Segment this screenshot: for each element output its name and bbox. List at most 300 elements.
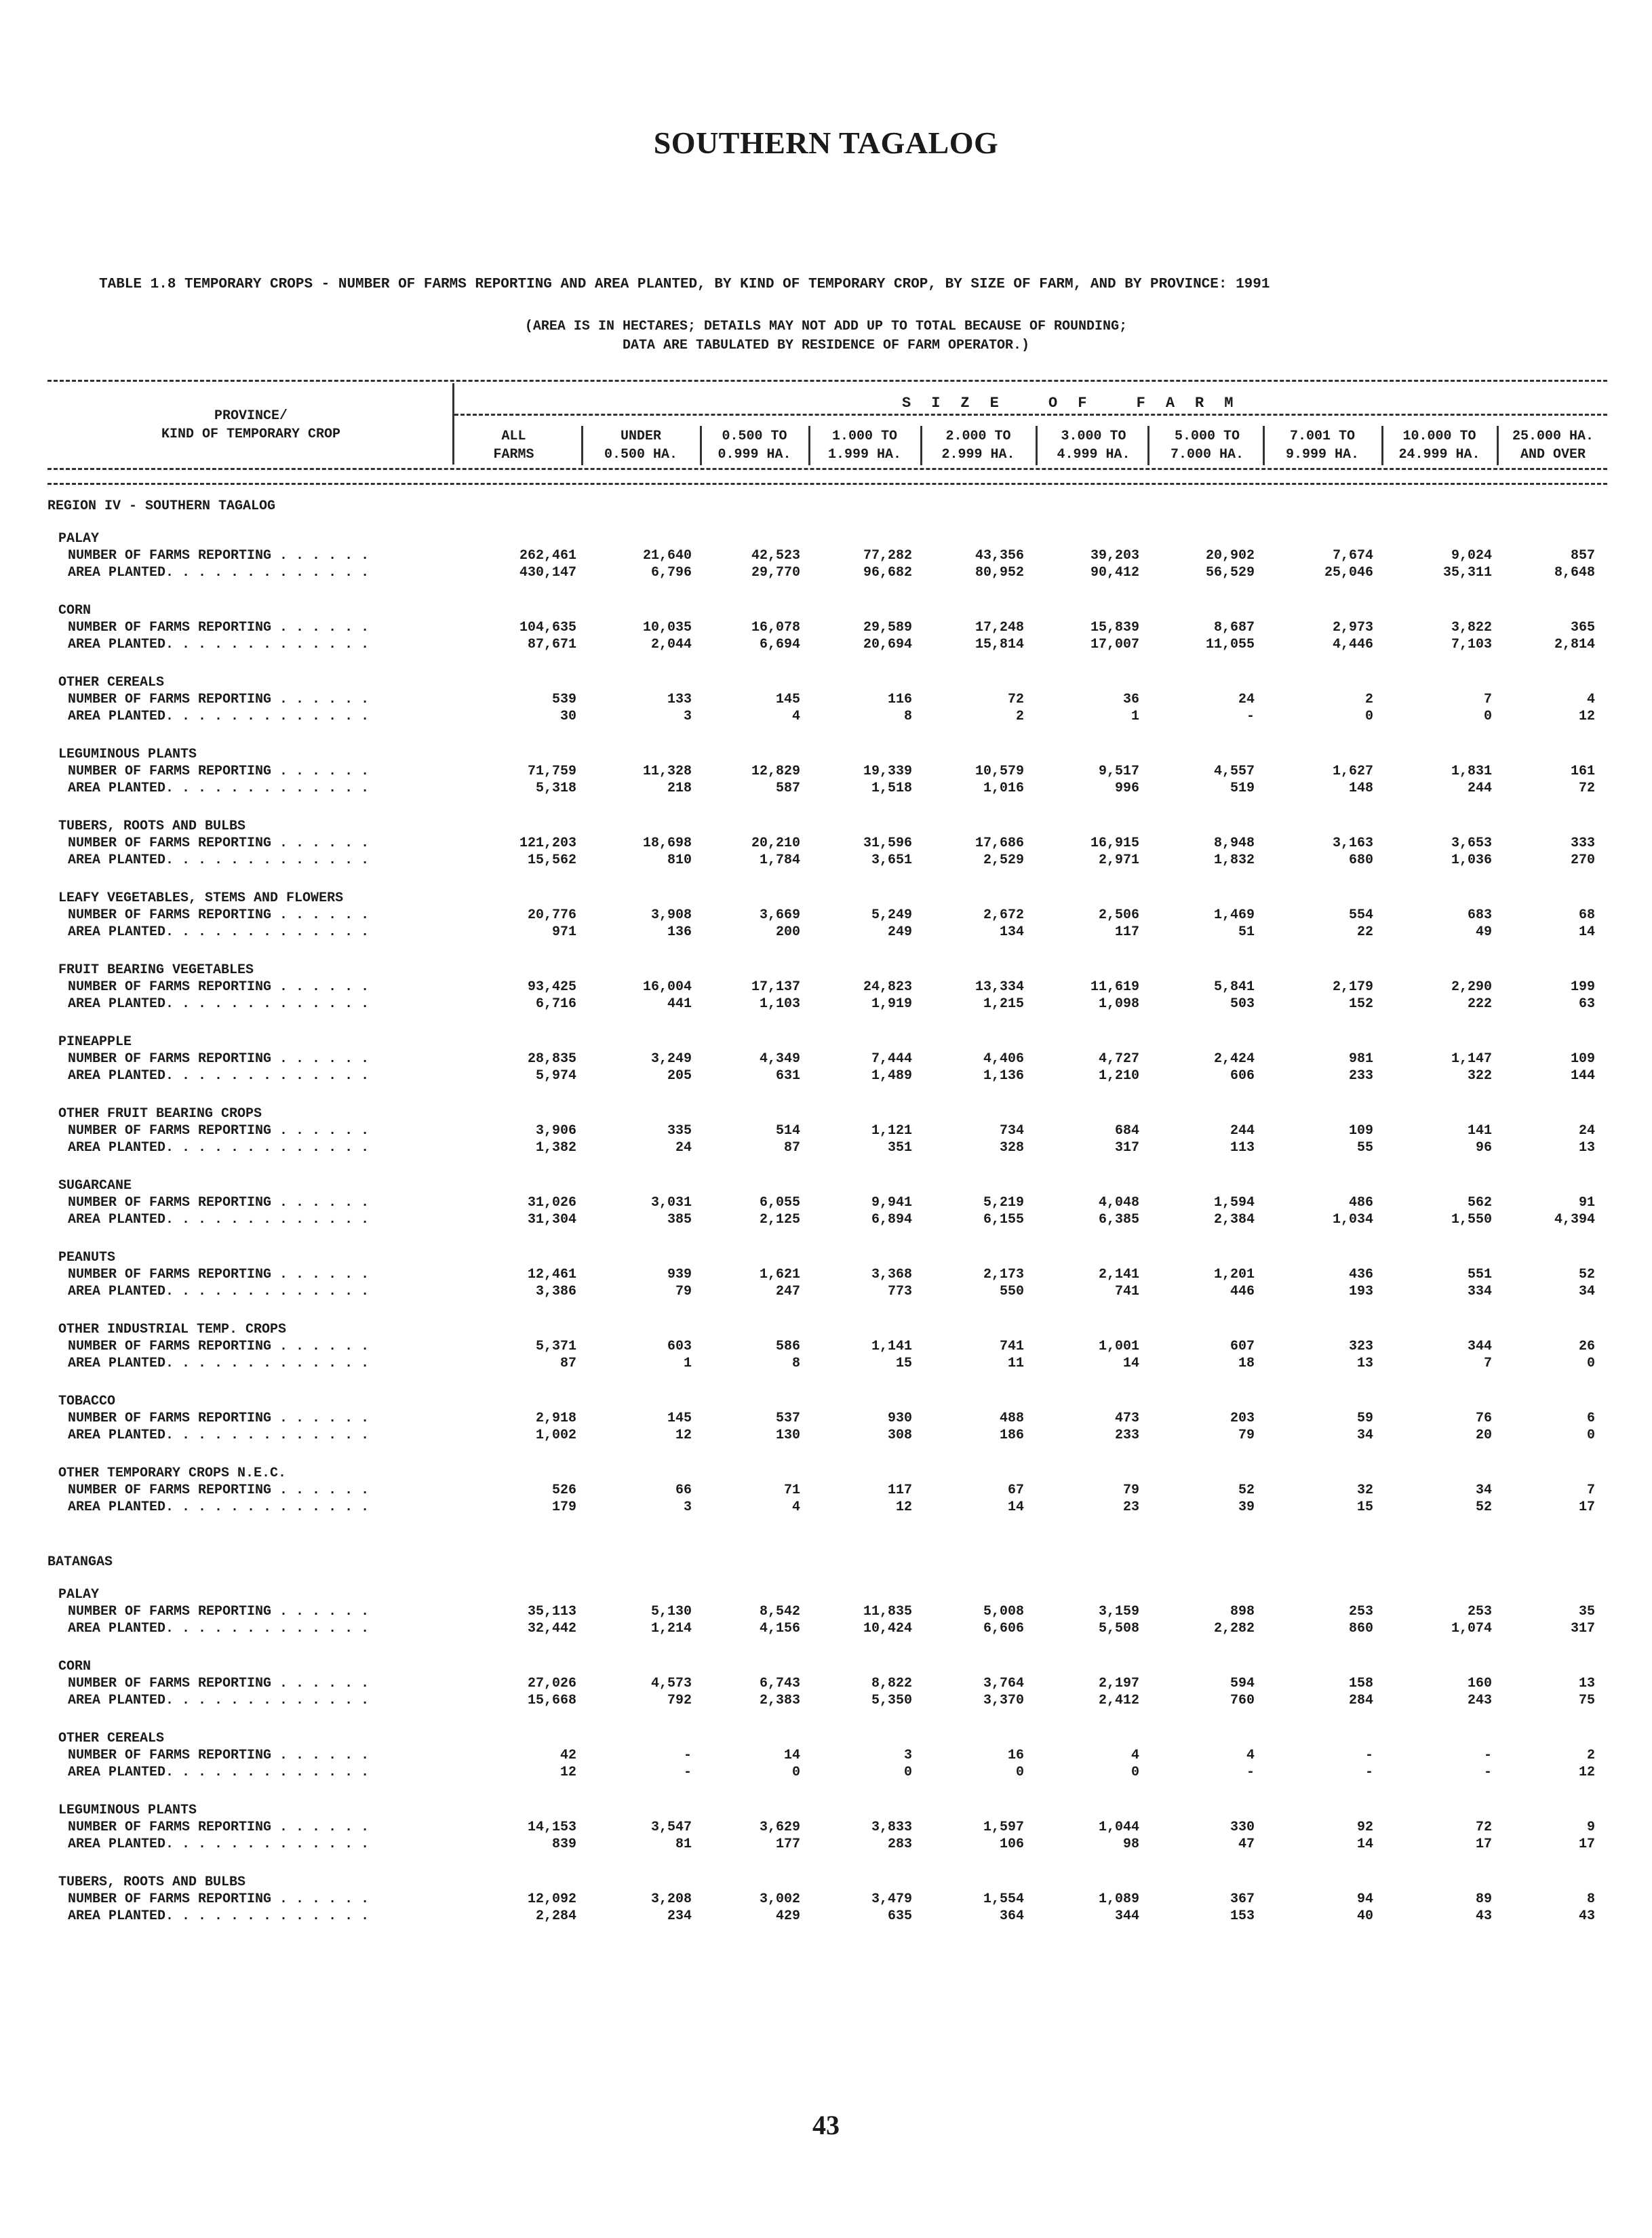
cell-value: 9,517	[1098, 764, 1139, 779]
table-note-2: DATA ARE TABULATED BY RESIDENCE OF FARM OPERATOR.)	[622, 338, 1030, 353]
row-label: AREA PLANTED. . . . . . . . . . . . .	[68, 1284, 370, 1299]
cell-value: 205	[667, 1068, 692, 1084]
cell-value: 26	[1578, 1339, 1595, 1354]
column-header-line2: 1.999 HA.	[827, 447, 902, 463]
cell-value: 11	[1007, 1356, 1024, 1371]
cell-value: 27,026	[527, 1676, 576, 1691]
cell-value: 243	[1467, 1693, 1492, 1708]
row-label: AREA PLANTED. . . . . . . . . . . . .	[68, 852, 370, 868]
cell-value: 603	[667, 1339, 692, 1354]
cell-value: 4	[1586, 692, 1595, 707]
cell-value: 631	[775, 1068, 800, 1084]
cell-value: 1,489	[871, 1068, 912, 1084]
cell-value: 5,219	[983, 1195, 1024, 1211]
table-row	[0, 1123, 1652, 1142]
table-row	[0, 637, 1652, 656]
cell-value: 18,698	[642, 836, 692, 851]
region-heading: REGION IV - SOUTHERN TAGALOG	[47, 498, 276, 514]
cell-value: 1,621	[759, 1267, 800, 1282]
table-row	[0, 1676, 1652, 1695]
cell-value: 244	[1467, 781, 1492, 796]
cell-value: 2,284	[535, 1908, 576, 1924]
cell-value: 1	[1130, 709, 1139, 724]
crop-group-heading: TOBACCO	[58, 1394, 116, 1409]
cell-value: 24	[1238, 692, 1255, 707]
cell-value: 4,048	[1098, 1195, 1139, 1211]
cell-value: -	[683, 1748, 692, 1763]
cell-value: 113	[1230, 1140, 1255, 1156]
cell-value: 14	[783, 1748, 800, 1763]
column-separator	[808, 426, 810, 465]
table-row	[0, 620, 1652, 639]
row-label: NUMBER OF FARMS REPORTING . . . . . .	[68, 1123, 370, 1139]
table-row	[0, 1051, 1652, 1070]
cell-value: 17,007	[1090, 637, 1139, 652]
cell-value: 145	[775, 692, 800, 707]
cell-value: 3,653	[1451, 836, 1492, 851]
column-header	[922, 427, 1034, 464]
cell-value: 1,518	[871, 781, 912, 796]
cell-value: 0	[903, 1765, 912, 1780]
row-label: NUMBER OF FARMS REPORTING . . . . . .	[68, 1195, 370, 1211]
crop-group-heading: TUBERS, ROOTS AND BULBS	[58, 819, 246, 834]
cell-value: 144	[1570, 1068, 1595, 1084]
cell-value: 317	[1570, 1621, 1595, 1636]
cell-value: 3,669	[759, 907, 800, 923]
table-row	[0, 1267, 1652, 1286]
cell-value: 79	[1122, 1483, 1139, 1498]
cell-value: 3,822	[1451, 620, 1492, 635]
column-header-line2: 7.000 HA.	[1170, 447, 1244, 463]
column-separator	[920, 426, 922, 465]
cell-value: 537	[775, 1411, 800, 1426]
cell-value: 15	[1356, 1499, 1373, 1515]
cell-value: 4	[791, 1499, 800, 1515]
cell-value: 270	[1570, 852, 1595, 868]
cell-value: 333	[1570, 836, 1595, 851]
stub-header-line1: PROVINCE/	[214, 408, 288, 424]
row-label: AREA PLANTED. . . . . . . . . . . . .	[68, 637, 370, 652]
cell-value: 2,918	[535, 1411, 576, 1426]
cell-value: 10,035	[642, 620, 692, 635]
cell-value: -	[683, 1765, 692, 1780]
cell-value: 473	[1114, 1411, 1139, 1426]
cell-value: 42,523	[751, 548, 800, 564]
crop-group-heading: OTHER CEREALS	[58, 1731, 165, 1746]
cell-value: 1,034	[1332, 1212, 1373, 1228]
cell-value: 7	[1483, 1356, 1492, 1371]
column-header-line2: 0.999 HA.	[717, 447, 791, 463]
table-row	[0, 907, 1652, 926]
cell-value: 104,635	[519, 620, 576, 635]
cell-value: 233	[1114, 1428, 1139, 1443]
page-number: 43	[812, 2110, 840, 2140]
cell-value: 8,542	[759, 1604, 800, 1619]
cell-value: 2,179	[1332, 979, 1373, 995]
stub-header	[47, 407, 454, 444]
cell-value: 323	[1348, 1339, 1373, 1354]
table-row	[0, 1212, 1652, 1231]
cell-value: 24	[1578, 1123, 1595, 1139]
cell-value: 594	[1230, 1676, 1255, 1691]
cell-value: 317	[1114, 1140, 1139, 1156]
row-label: NUMBER OF FARMS REPORTING . . . . . .	[68, 836, 370, 851]
cell-value: 3,906	[535, 1123, 576, 1139]
table-row	[0, 1068, 1652, 1087]
cell-value: 741	[999, 1339, 1024, 1354]
cell-value: 4	[1246, 1748, 1255, 1763]
row-label: NUMBER OF FARMS REPORTING . . . . . .	[68, 979, 370, 995]
row-label: AREA PLANTED. . . . . . . . . . . . .	[68, 1693, 370, 1708]
cell-value: 857	[1570, 548, 1595, 564]
cell-value: 1,554	[983, 1891, 1024, 1907]
cell-value: 4,573	[650, 1676, 692, 1691]
cell-value: 2,814	[1554, 637, 1595, 652]
cell-value: 1,597	[983, 1820, 1024, 1835]
table-row	[0, 1339, 1652, 1358]
table-row	[0, 852, 1652, 871]
cell-value: 66	[675, 1483, 692, 1498]
cell-value: -	[1483, 1765, 1492, 1780]
table-row	[0, 996, 1652, 1015]
cell-value: 0	[1483, 709, 1492, 724]
cell-value: 117	[1114, 924, 1139, 940]
cell-value: 3,833	[871, 1820, 912, 1835]
cell-value: 4,727	[1098, 1051, 1139, 1067]
row-label: NUMBER OF FARMS REPORTING . . . . . .	[68, 1604, 370, 1619]
cell-value: 3,629	[759, 1820, 800, 1835]
cell-value: 15	[895, 1356, 912, 1371]
cell-value: 35	[1578, 1604, 1595, 1619]
cell-value: 186	[999, 1428, 1024, 1443]
column-header-line1: 10.000 TO	[1402, 429, 1476, 444]
cell-value: 72	[1475, 1820, 1492, 1835]
cell-value: 1,832	[1213, 852, 1255, 868]
cell-value: 0	[791, 1765, 800, 1780]
crop-group-heading: CORN	[58, 1659, 92, 1674]
cell-value: 367	[1230, 1891, 1255, 1907]
cell-value: 87	[559, 1356, 576, 1371]
cell-value: 2,973	[1332, 620, 1373, 635]
cell-value: 7	[1586, 1483, 1595, 1498]
cell-value: 0	[1586, 1428, 1595, 1443]
row-label: AREA PLANTED. . . . . . . . . . . . .	[68, 781, 370, 796]
cell-value: 8,648	[1554, 565, 1595, 581]
cell-value: 1,136	[983, 1068, 1024, 1084]
cell-value: 4,406	[983, 1051, 1024, 1067]
cell-value: 2,383	[759, 1693, 800, 1708]
cell-value: 4,349	[759, 1051, 800, 1067]
cell-value: 335	[667, 1123, 692, 1139]
cell-value: 6,716	[535, 996, 576, 1012]
cell-value: 3	[683, 1499, 692, 1515]
cell-value: 23	[1122, 1499, 1139, 1515]
cell-value: 121,203	[519, 836, 576, 851]
cell-value: 334	[1467, 1284, 1492, 1299]
cell-value: 606	[1230, 1068, 1255, 1084]
cell-value: 3,368	[871, 1267, 912, 1282]
cell-value: 514	[775, 1123, 800, 1139]
cell-value: 20	[1475, 1428, 1492, 1443]
cell-value: 77,282	[863, 548, 912, 564]
cell-value: 773	[887, 1284, 912, 1299]
cell-value: 0	[1586, 1356, 1595, 1371]
row-label: NUMBER OF FARMS REPORTING . . . . . .	[68, 1820, 370, 1835]
cell-value: 25,046	[1324, 565, 1373, 581]
cell-value: 330	[1230, 1820, 1255, 1835]
row-label: AREA PLANTED. . . . . . . . . . . . .	[68, 1765, 370, 1780]
cell-value: 11,055	[1205, 637, 1255, 652]
cell-value: 71,759	[527, 764, 576, 779]
row-label: AREA PLANTED. . . . . . . . . . . . .	[68, 709, 370, 724]
cell-value: 21,640	[642, 548, 692, 564]
page-title: SOUTHERN TAGALOG	[653, 125, 999, 160]
cell-value: 15,668	[527, 1693, 576, 1708]
row-label: AREA PLANTED. . . . . . . . . . . . .	[68, 1499, 370, 1515]
table-row	[0, 1195, 1652, 1214]
column-header	[583, 427, 699, 464]
cell-value: 9,941	[871, 1195, 912, 1211]
cell-value: 20,776	[527, 907, 576, 923]
cell-value: 1,382	[535, 1140, 576, 1156]
cell-value: 76	[1475, 1411, 1492, 1426]
cell-value: 1,147	[1451, 1051, 1492, 1067]
cell-value: 8,948	[1213, 836, 1255, 851]
column-header	[1265, 427, 1380, 464]
cell-value: 3,031	[650, 1195, 692, 1211]
cell-value: 539	[551, 692, 576, 707]
table-row	[0, 764, 1652, 783]
cell-value: 526	[551, 1483, 576, 1498]
cell-value: 684	[1114, 1123, 1139, 1139]
cell-value: 94	[1356, 1891, 1373, 1907]
table-row	[0, 565, 1652, 584]
cell-value: 4,557	[1213, 764, 1255, 779]
cell-value: 12	[1578, 1765, 1595, 1780]
cell-value: 36	[1122, 692, 1139, 707]
cell-value: 109	[1570, 1051, 1595, 1067]
column-separator	[1381, 426, 1383, 465]
cell-value: 8	[791, 1356, 800, 1371]
row-label: NUMBER OF FARMS REPORTING . . . . . .	[68, 1267, 370, 1282]
cell-value: 683	[1467, 907, 1492, 923]
column-separator	[1147, 426, 1149, 465]
cell-value: 32	[1356, 1483, 1373, 1498]
cell-value: 3,163	[1332, 836, 1373, 851]
header-top-rule	[47, 380, 1607, 382]
row-label: NUMBER OF FARMS REPORTING . . . . . .	[68, 764, 370, 779]
cell-value: 43	[1578, 1908, 1595, 1924]
cell-value: 130	[775, 1428, 800, 1443]
cell-value: 39,203	[1090, 548, 1139, 564]
cell-value: 89	[1475, 1891, 1492, 1907]
column-header	[1499, 427, 1607, 464]
cell-value: 55	[1356, 1140, 1373, 1156]
column-separator	[700, 426, 702, 465]
row-label: NUMBER OF FARMS REPORTING . . . . . .	[68, 1748, 370, 1763]
row-label: NUMBER OF FARMS REPORTING . . . . . .	[68, 907, 370, 923]
cell-value: 6,055	[759, 1195, 800, 1211]
row-label: NUMBER OF FARMS REPORTING . . . . . .	[68, 548, 370, 564]
table-row	[0, 1820, 1652, 1839]
cell-value: 1,201	[1213, 1267, 1255, 1282]
cell-value: 607	[1230, 1339, 1255, 1354]
cell-value: 446	[1230, 1284, 1255, 1299]
cell-value: 22	[1356, 924, 1373, 940]
cell-value: 8	[1586, 1891, 1595, 1907]
cell-value: 1,002	[535, 1428, 576, 1443]
cell-value: 3,547	[650, 1820, 692, 1835]
cell-value: 8,687	[1213, 620, 1255, 635]
cell-value: 253	[1467, 1604, 1492, 1619]
cell-value: 3,208	[650, 1891, 692, 1907]
cell-value: 2,384	[1213, 1212, 1255, 1228]
cell-value: 2,125	[759, 1212, 800, 1228]
cell-value: 20,694	[863, 637, 912, 652]
cell-value: 30	[559, 709, 576, 724]
column-separator	[1263, 426, 1265, 465]
column-header	[454, 427, 573, 464]
cell-value: 6,743	[759, 1676, 800, 1691]
crop-group-heading: LEAFY VEGETABLES, STEMS AND FLOWERS	[58, 890, 344, 906]
row-label: AREA PLANTED. . . . . . . . . . . . .	[68, 1068, 370, 1084]
row-label: AREA PLANTED. . . . . . . . . . . . .	[68, 996, 370, 1012]
cell-value: -	[1364, 1765, 1373, 1780]
cell-value: 43	[1475, 1908, 1492, 1924]
cell-value: 17	[1475, 1837, 1492, 1852]
cell-value: 971	[551, 924, 576, 940]
cell-value: 364	[999, 1908, 1024, 1924]
cell-value: 35,311	[1442, 565, 1492, 581]
cell-value: 47	[1238, 1837, 1255, 1852]
cell-value: 68	[1578, 907, 1595, 923]
cell-value: 11,328	[642, 764, 692, 779]
cell-value: 116	[887, 692, 912, 707]
cell-value: 4,446	[1332, 637, 1373, 652]
cell-value: 4,394	[1554, 1212, 1595, 1228]
cell-value: 199	[1570, 979, 1595, 995]
crop-group-heading: OTHER INDUSTRIAL TEMP. CROPS	[58, 1322, 287, 1337]
cell-value: 15,814	[975, 637, 1024, 652]
cell-value: 34	[1475, 1483, 1492, 1498]
cell-value: 6,694	[759, 637, 800, 652]
cell-value: 981	[1348, 1051, 1373, 1067]
cell-value: 436	[1348, 1267, 1373, 1282]
cell-value: 3	[903, 1748, 912, 1763]
column-header-line1: 0.500 TO	[722, 429, 787, 444]
cell-value: 5,130	[650, 1604, 692, 1619]
table-caption: TABLE 1.8 TEMPORARY CROPS - NUMBER OF FARMS REPORTING AND AREA PLANTED, BY KIND OF TEMPORARY CROP, BY SIZE OF FARM, AND BY PROVINCE: 1991	[99, 277, 1270, 292]
cell-value: 52	[1578, 1267, 1595, 1282]
column-header	[1149, 427, 1265, 464]
row-label: NUMBER OF FARMS REPORTING . . . . . .	[68, 1483, 370, 1498]
column-separator	[1036, 426, 1038, 465]
cell-value: 24	[675, 1140, 692, 1156]
cell-value: 486	[1348, 1195, 1373, 1211]
cell-value: 2,282	[1213, 1621, 1255, 1636]
cell-value: 3,651	[871, 852, 912, 868]
row-label: AREA PLANTED. . . . . . . . . . . . .	[68, 1140, 370, 1156]
cell-value: 17,248	[975, 620, 1024, 635]
row-label: AREA PLANTED. . . . . . . . . . . . .	[68, 1212, 370, 1228]
cell-value: 262,461	[519, 548, 576, 564]
cell-value: 519	[1230, 781, 1255, 796]
stub-header-line2: KIND OF TEMPORARY CROP	[161, 427, 341, 442]
table-row	[0, 1621, 1652, 1640]
cell-value: 283	[887, 1837, 912, 1852]
cell-value: 15,562	[527, 852, 576, 868]
cell-value: 860	[1348, 1621, 1373, 1636]
cell-value: 49	[1475, 924, 1492, 940]
cell-value: 680	[1348, 852, 1373, 868]
cell-value: 2,290	[1451, 979, 1492, 995]
cell-value: 34	[1578, 1284, 1595, 1299]
cell-value: 2	[1015, 709, 1024, 724]
cell-value: 29,770	[751, 565, 800, 581]
cell-value: 2,672	[983, 907, 1024, 923]
cell-value: -	[1246, 709, 1255, 724]
cell-value: 1,215	[983, 996, 1024, 1012]
row-label: AREA PLANTED. . . . . . . . . . . . .	[68, 1621, 370, 1636]
cell-value: 10,424	[863, 1621, 912, 1636]
column-separator	[452, 383, 454, 465]
cell-value: 17	[1578, 1499, 1595, 1515]
cell-value: 145	[667, 1411, 692, 1426]
cell-value: 31,304	[527, 1212, 576, 1228]
cell-value: 14	[1356, 1837, 1373, 1852]
cell-value: 3,002	[759, 1891, 800, 1907]
cell-value: 16,915	[1090, 836, 1139, 851]
crop-group-heading: OTHER CEREALS	[58, 675, 165, 690]
cell-value: 5,008	[983, 1604, 1024, 1619]
cell-value: 98	[1122, 1837, 1139, 1852]
column-header	[1038, 427, 1149, 464]
cell-value: 1,044	[1098, 1820, 1139, 1835]
column-header-line1: UNDER	[620, 429, 661, 444]
cell-value: 134	[999, 924, 1024, 940]
cell-value: 996	[1114, 781, 1139, 796]
cell-value: 79	[675, 1284, 692, 1299]
cell-value: 3,159	[1098, 1604, 1139, 1619]
row-label: NUMBER OF FARMS REPORTING . . . . . .	[68, 620, 370, 635]
cell-value: 12,829	[751, 764, 800, 779]
cell-value: 177	[775, 1837, 800, 1852]
cell-value: 34	[1356, 1428, 1373, 1443]
column-header-line1: ALL	[501, 429, 526, 444]
cell-value: 91	[1578, 1195, 1595, 1211]
cell-value: 233	[1348, 1068, 1373, 1084]
cell-value: 3	[683, 709, 692, 724]
cell-value: 92	[1356, 1820, 1373, 1835]
cell-value: 1,784	[759, 852, 800, 868]
header-mid-rule	[454, 414, 1607, 416]
cell-value: 249	[887, 924, 912, 940]
cell-value: 5,249	[871, 907, 912, 923]
table-row	[0, 709, 1652, 728]
cell-value: 12	[675, 1428, 692, 1443]
cell-value: 1,001	[1098, 1339, 1139, 1354]
cell-value: 59	[1356, 1411, 1373, 1426]
cell-value: 2,971	[1098, 852, 1139, 868]
crop-group-heading: PINEAPPLE	[58, 1034, 132, 1050]
table-row	[0, 1284, 1652, 1303]
cell-value: 898	[1230, 1604, 1255, 1619]
cell-value: 562	[1467, 1195, 1492, 1211]
column-header-line1: 25.000 HA.	[1512, 429, 1594, 444]
cell-value: 117	[887, 1483, 912, 1498]
cell-value: 16,004	[642, 979, 692, 995]
cell-value: 16,078	[751, 620, 800, 635]
